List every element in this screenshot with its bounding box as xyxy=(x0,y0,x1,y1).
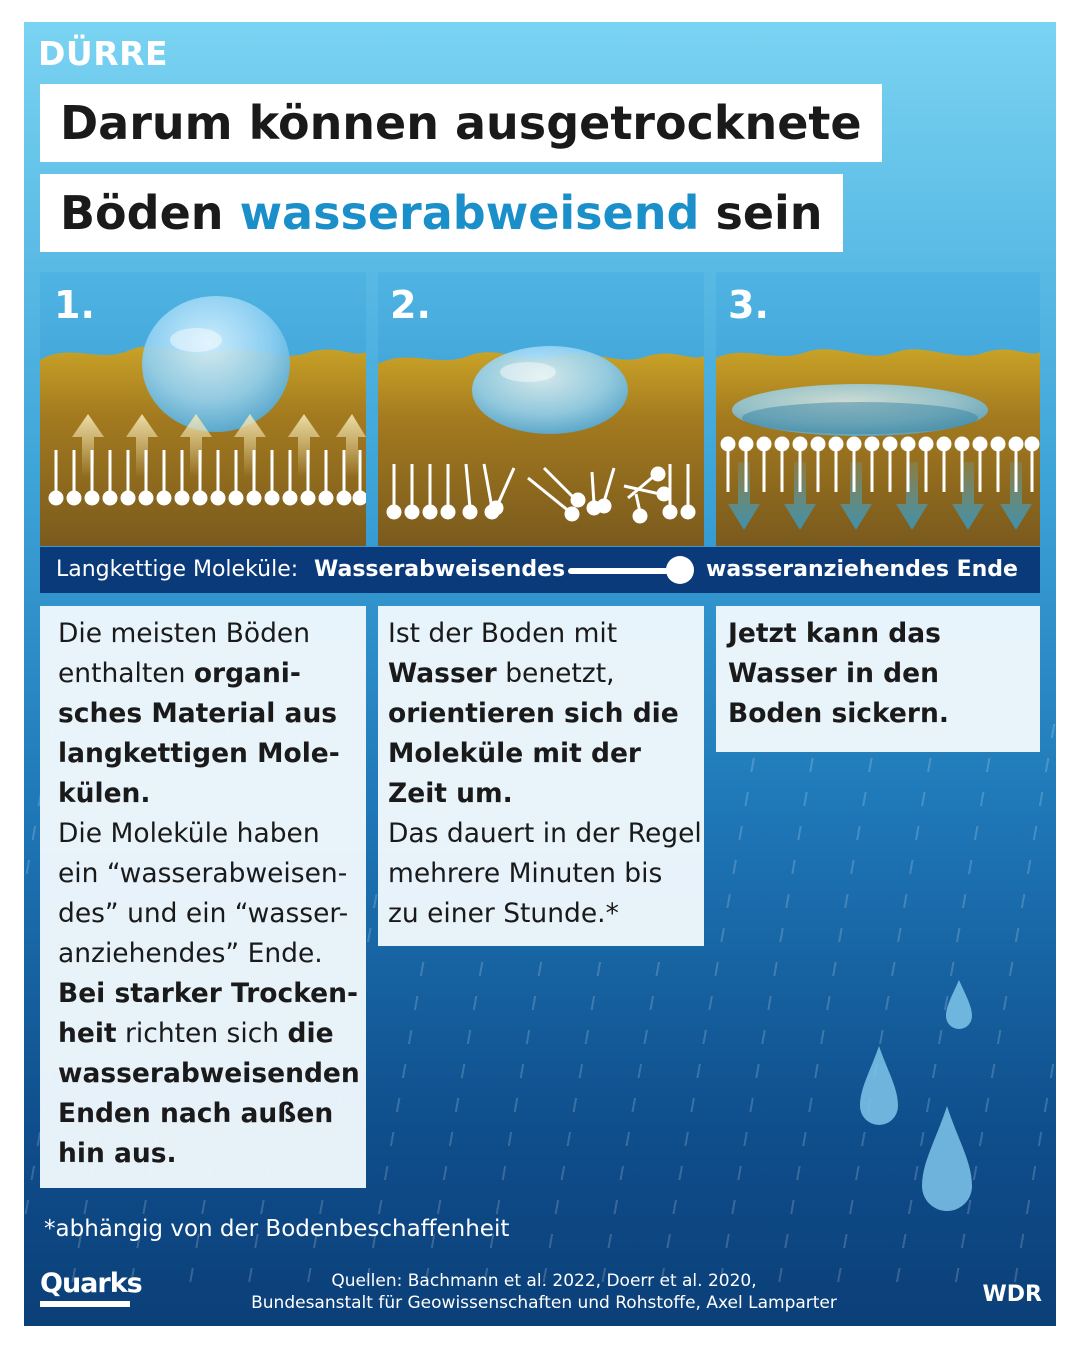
card1-line: külen. xyxy=(58,778,151,809)
legend-lead: Langkettige Moleküle: xyxy=(56,557,299,582)
title-line-2 xyxy=(40,174,843,252)
legend-left-label: Wasserabweisendes xyxy=(314,557,566,582)
panel-1-number: 1. xyxy=(54,283,95,327)
title-highlight: wasserabweisend xyxy=(239,186,700,240)
water-drop-icon xyxy=(920,1104,974,1216)
card1-line: Bei starker Trocken- xyxy=(58,978,358,1009)
card1-line: heit xyxy=(58,1018,117,1049)
legend-bar xyxy=(40,547,1040,593)
kicker: DÜRRE xyxy=(38,34,169,73)
card1-line: hin aus. xyxy=(58,1138,177,1169)
legend-molecule-head xyxy=(666,556,694,584)
card1-line: Die Moleküle haben xyxy=(58,818,320,849)
card1-line: Enden nach außen xyxy=(58,1098,334,1129)
panel-2 xyxy=(378,272,704,546)
card1-line: anziehendes” Ende. xyxy=(58,938,323,969)
text-card-2 xyxy=(378,606,704,946)
title-line-1 xyxy=(40,84,882,162)
card1-line: enthalten xyxy=(58,658,194,689)
infographic-frame xyxy=(24,22,1056,1326)
text-card-3 xyxy=(716,606,1040,752)
card1-line: langkettigen Mole- xyxy=(58,738,340,769)
card2-line: mehrere Minuten bis xyxy=(388,858,663,889)
card1-line: wasserabweisenden xyxy=(58,1058,360,1089)
card2-line: Moleküle mit der xyxy=(388,738,642,769)
card2-line: Ist der Boden mit xyxy=(388,618,618,649)
water-drop-icon xyxy=(858,1044,900,1130)
legend-molecule-chain xyxy=(568,568,672,574)
card3-line: Wasser in den xyxy=(728,658,939,689)
text-card-1 xyxy=(40,606,366,1188)
title-text-1: Darum können ausgetrocknete xyxy=(60,96,862,150)
panel-3-number: 3. xyxy=(728,283,769,327)
panel-2-number: 2. xyxy=(390,283,431,327)
sources-line-1: Quellen: Bachmann et al. 2022, Doerr et al. 2020, xyxy=(331,1271,757,1291)
quarks-logo: Quarks xyxy=(40,1268,142,1299)
panel-3-illustration xyxy=(716,272,1040,546)
card2-line: zu einer Stunde.* xyxy=(388,898,619,929)
footnote: *abhängig von der Bodenbeschaffenheit xyxy=(44,1216,510,1242)
card2-line: benetzt, xyxy=(496,658,615,689)
illustration-panels xyxy=(40,272,1040,546)
card1-line: sches Material aus xyxy=(58,698,338,729)
card1-line: ein “wasserabweisen- xyxy=(58,858,348,889)
wdr-logo: WDR xyxy=(982,1282,1042,1307)
title-text-2b: sein xyxy=(699,186,823,240)
sources xyxy=(224,1270,864,1314)
panel-1-illustration xyxy=(40,272,366,546)
card1-line: organi- xyxy=(193,658,301,689)
panel-2-illustration xyxy=(378,272,704,546)
card3-line: Boden sickern. xyxy=(728,698,949,729)
card2-line: orientieren sich die xyxy=(388,698,679,729)
panel-1 xyxy=(40,272,366,546)
card3-line: Jetzt kann das xyxy=(728,618,941,649)
title-text-2a: Böden xyxy=(60,186,240,240)
card1-line: die xyxy=(287,1018,334,1049)
water-drop-icon xyxy=(944,978,974,1034)
card1-line: richten sich xyxy=(116,1018,288,1049)
legend-right-label: wasseranziehendes Ende xyxy=(706,557,1018,582)
quarks-logo-underline xyxy=(40,1301,130,1307)
card2-line: Das dauert in der Regel xyxy=(388,818,702,849)
panel-3 xyxy=(716,272,1040,546)
card1-line: des” und ein “wasser- xyxy=(58,898,349,929)
card2-line: Zeit um. xyxy=(388,778,513,809)
card1-line: Die meisten Böden xyxy=(58,618,311,649)
card2-line: Wasser xyxy=(388,658,497,689)
sources-line-2: Bundesanstalt für Geowissenschaften und Rohstoffe, Axel Lamparter xyxy=(251,1293,837,1313)
